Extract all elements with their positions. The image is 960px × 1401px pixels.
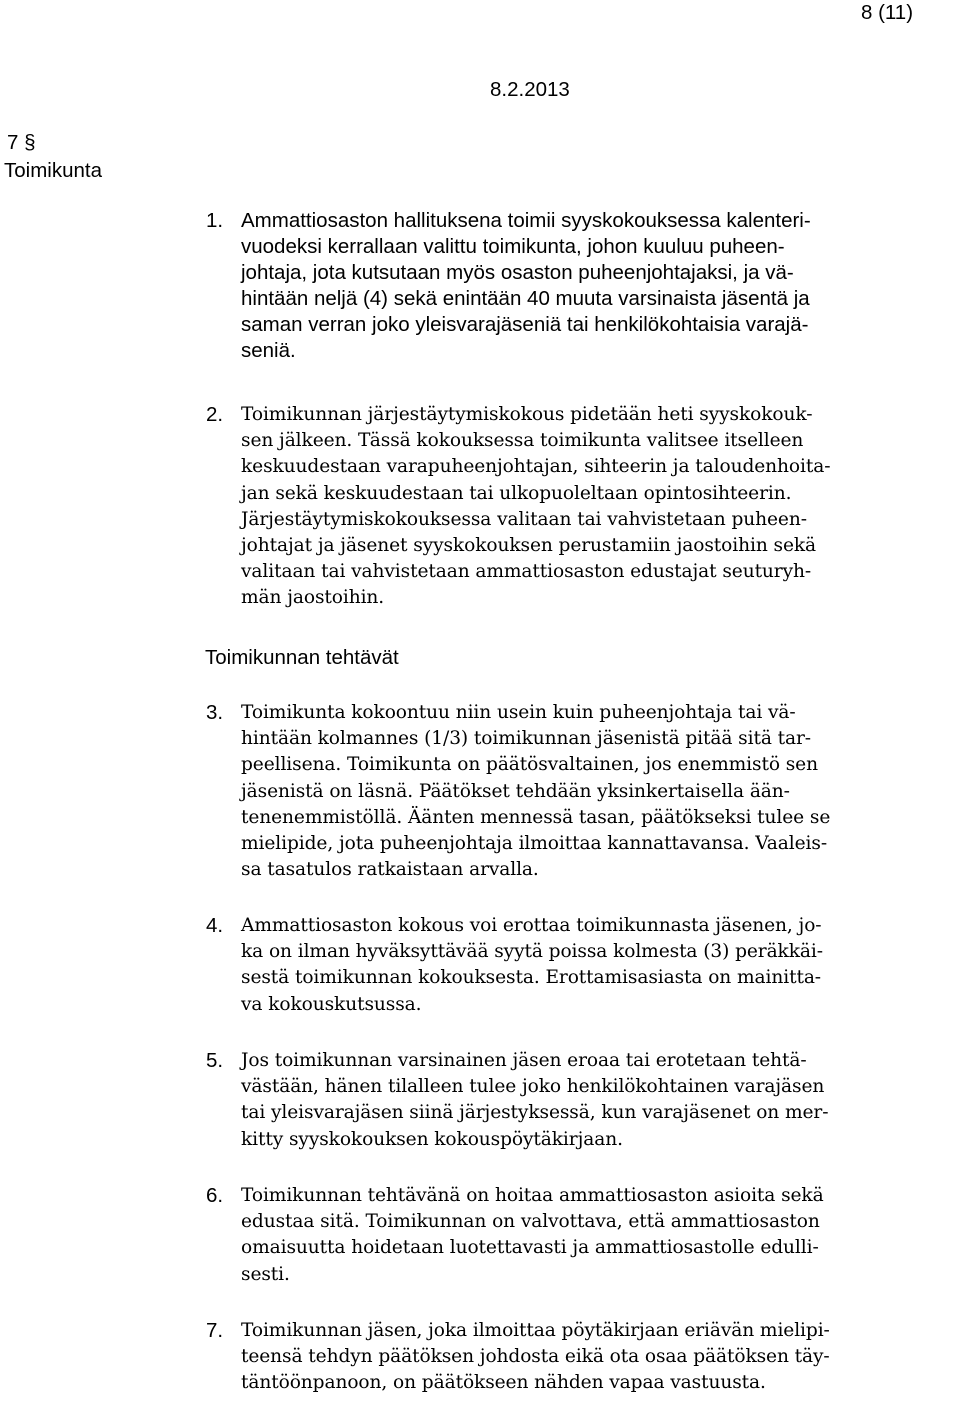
text-line: Toimikunta kokoontuu niin usein kuin puheenjohtaja tai vä-: [241, 702, 796, 723]
text-line: Toimikunnan järjestäytymiskokous pidetään heti syyskokouk-: [241, 404, 813, 425]
text-line: Ammattiosaston hallituksena toimii syyskokouksessa kalenteri-: [241, 209, 811, 232]
text-line: kitty syyskokouksen kokouspöytäkirjaan.: [241, 1128, 623, 1150]
text-line: tenenemmistöllä. Äänten mennessä tasan, päätökseksi tulee se: [241, 806, 831, 828]
item-text: [241, 1048, 828, 1153]
text-line: jan sekä keskuudestaan tai ulkopuoleltaan opintosihteerin.: [241, 482, 792, 504]
text-line: sa tasatulos ratkaistaan arvalla.: [241, 859, 539, 881]
item-number: 5.: [206, 1049, 224, 1072]
text-line: västään, hänen tilalleen tulee joko henkilökohtainen varajäsen: [241, 1076, 825, 1098]
text-line: Toimikunnan jäsen, joka ilmoittaa pöytäkirjaan eriävän mielipi-: [241, 1320, 830, 1341]
text-line: valitaan tai vahvistetaan ammattiosaston edustajat seuturyh-: [241, 561, 812, 583]
subheading: Toimikunnan tehtävät: [205, 646, 399, 669]
text-line: vuodeksi kerrallaan valittu toimikunta, johon kuuluu puheen-: [241, 235, 785, 258]
text-line: sestä toimikunnan kokouksesta. Erottamisasiasta on mainitta-: [241, 967, 821, 989]
text-line: peellisena. Toimikunta on päätösvaltainen, jos enemmistö sen: [241, 754, 818, 776]
item-text: [241, 913, 823, 1018]
item-number: 1.: [206, 209, 224, 232]
text-line: Jos toimikunnan varsinainen jäsen eroaa tai erotetaan tehtä-: [241, 1050, 807, 1071]
text-line: seniä.: [241, 339, 296, 362]
text-line: täntöönpanoon, on päätökseen nähden vapaa vastuusta.: [241, 1372, 766, 1394]
text-line: män jaostoihin.: [241, 587, 385, 609]
text-line: Ammattiosaston kokous voi erottaa toimikunnasta jäsenen, jo-: [241, 915, 822, 936]
text-line: keskuudestaan varapuheenjohtajan, sihteerin ja taloudenhoita-: [241, 456, 831, 478]
text-line: omaisuutta hoidetaan luotettavasti ja ammattiosastolle edulli-: [241, 1237, 819, 1259]
item-text: [241, 402, 830, 612]
text-line: saman verran joko yleisvarajäseniä tai henkilökohtaisia varajä-: [241, 313, 809, 336]
page-number: 8 (11): [861, 1, 914, 24]
text-line: hintään neljä (4) sekä enintään 40 muuta varsinaista jäsentä ja: [241, 287, 810, 310]
text-line: hintään kolmannes (1/3) toimikunnan jäsenistä pitää sitä tar-: [241, 728, 811, 750]
item-text: [241, 700, 830, 883]
item-number: 6.: [206, 1184, 224, 1207]
item-text: [241, 208, 811, 364]
item-text: [241, 1183, 824, 1288]
item-number: 7.: [206, 1319, 224, 1342]
section-number: 7 §: [7, 131, 36, 154]
text-line: sesti.: [241, 1263, 290, 1285]
text-line: johtaja, jota kutsutaan myös osaston puheenjohtajaksi, ja vä-: [241, 261, 794, 284]
text-line: Järjestäytymiskokouksessa valitaan tai vahvistetaan puheen-: [241, 508, 807, 530]
document-date: 8.2.2013: [490, 78, 570, 101]
item-number: 2.: [206, 403, 224, 426]
text-line: va kokouskutsussa.: [241, 993, 422, 1015]
text-line: teensä tehdyn päätöksen johdosta eikä ota osaa päätöksen täy-: [241, 1346, 830, 1368]
text-line: johtajat ja jäsenet syyskokouksen perustamiin jaostoihin sekä: [241, 535, 817, 557]
item-number: 3.: [206, 701, 224, 724]
section-title: Toimikunta: [4, 159, 102, 182]
text-line: tai yleisvarajäsen siinä järjestyksessä, kun varajäsenet on mer-: [241, 1102, 829, 1124]
item-number: 4.: [206, 914, 224, 937]
text-line: Toimikunnan tehtävänä on hoitaa ammattiosaston asioita sekä: [241, 1185, 824, 1206]
text-line: mielipide, jota puheenjohtaja ilmoittaa kannattavansa. Vaaleis-: [241, 833, 828, 855]
item-text: [241, 1318, 830, 1397]
text-line: sen jälkeen. Tässä kokouksessa toimikunta valitsee itselleen: [241, 430, 804, 452]
text-line: edustaa sitä. Toimikunnan on valvottava, että ammattiosaston: [241, 1211, 820, 1233]
text-line: ka on ilman hyväksyttävää syytä poissa kolmesta (3) peräkkäi-: [241, 941, 823, 963]
text-line: jäsenistä on läsnä. Päätökset tehdään yksinkertaisella ään-: [241, 780, 790, 802]
